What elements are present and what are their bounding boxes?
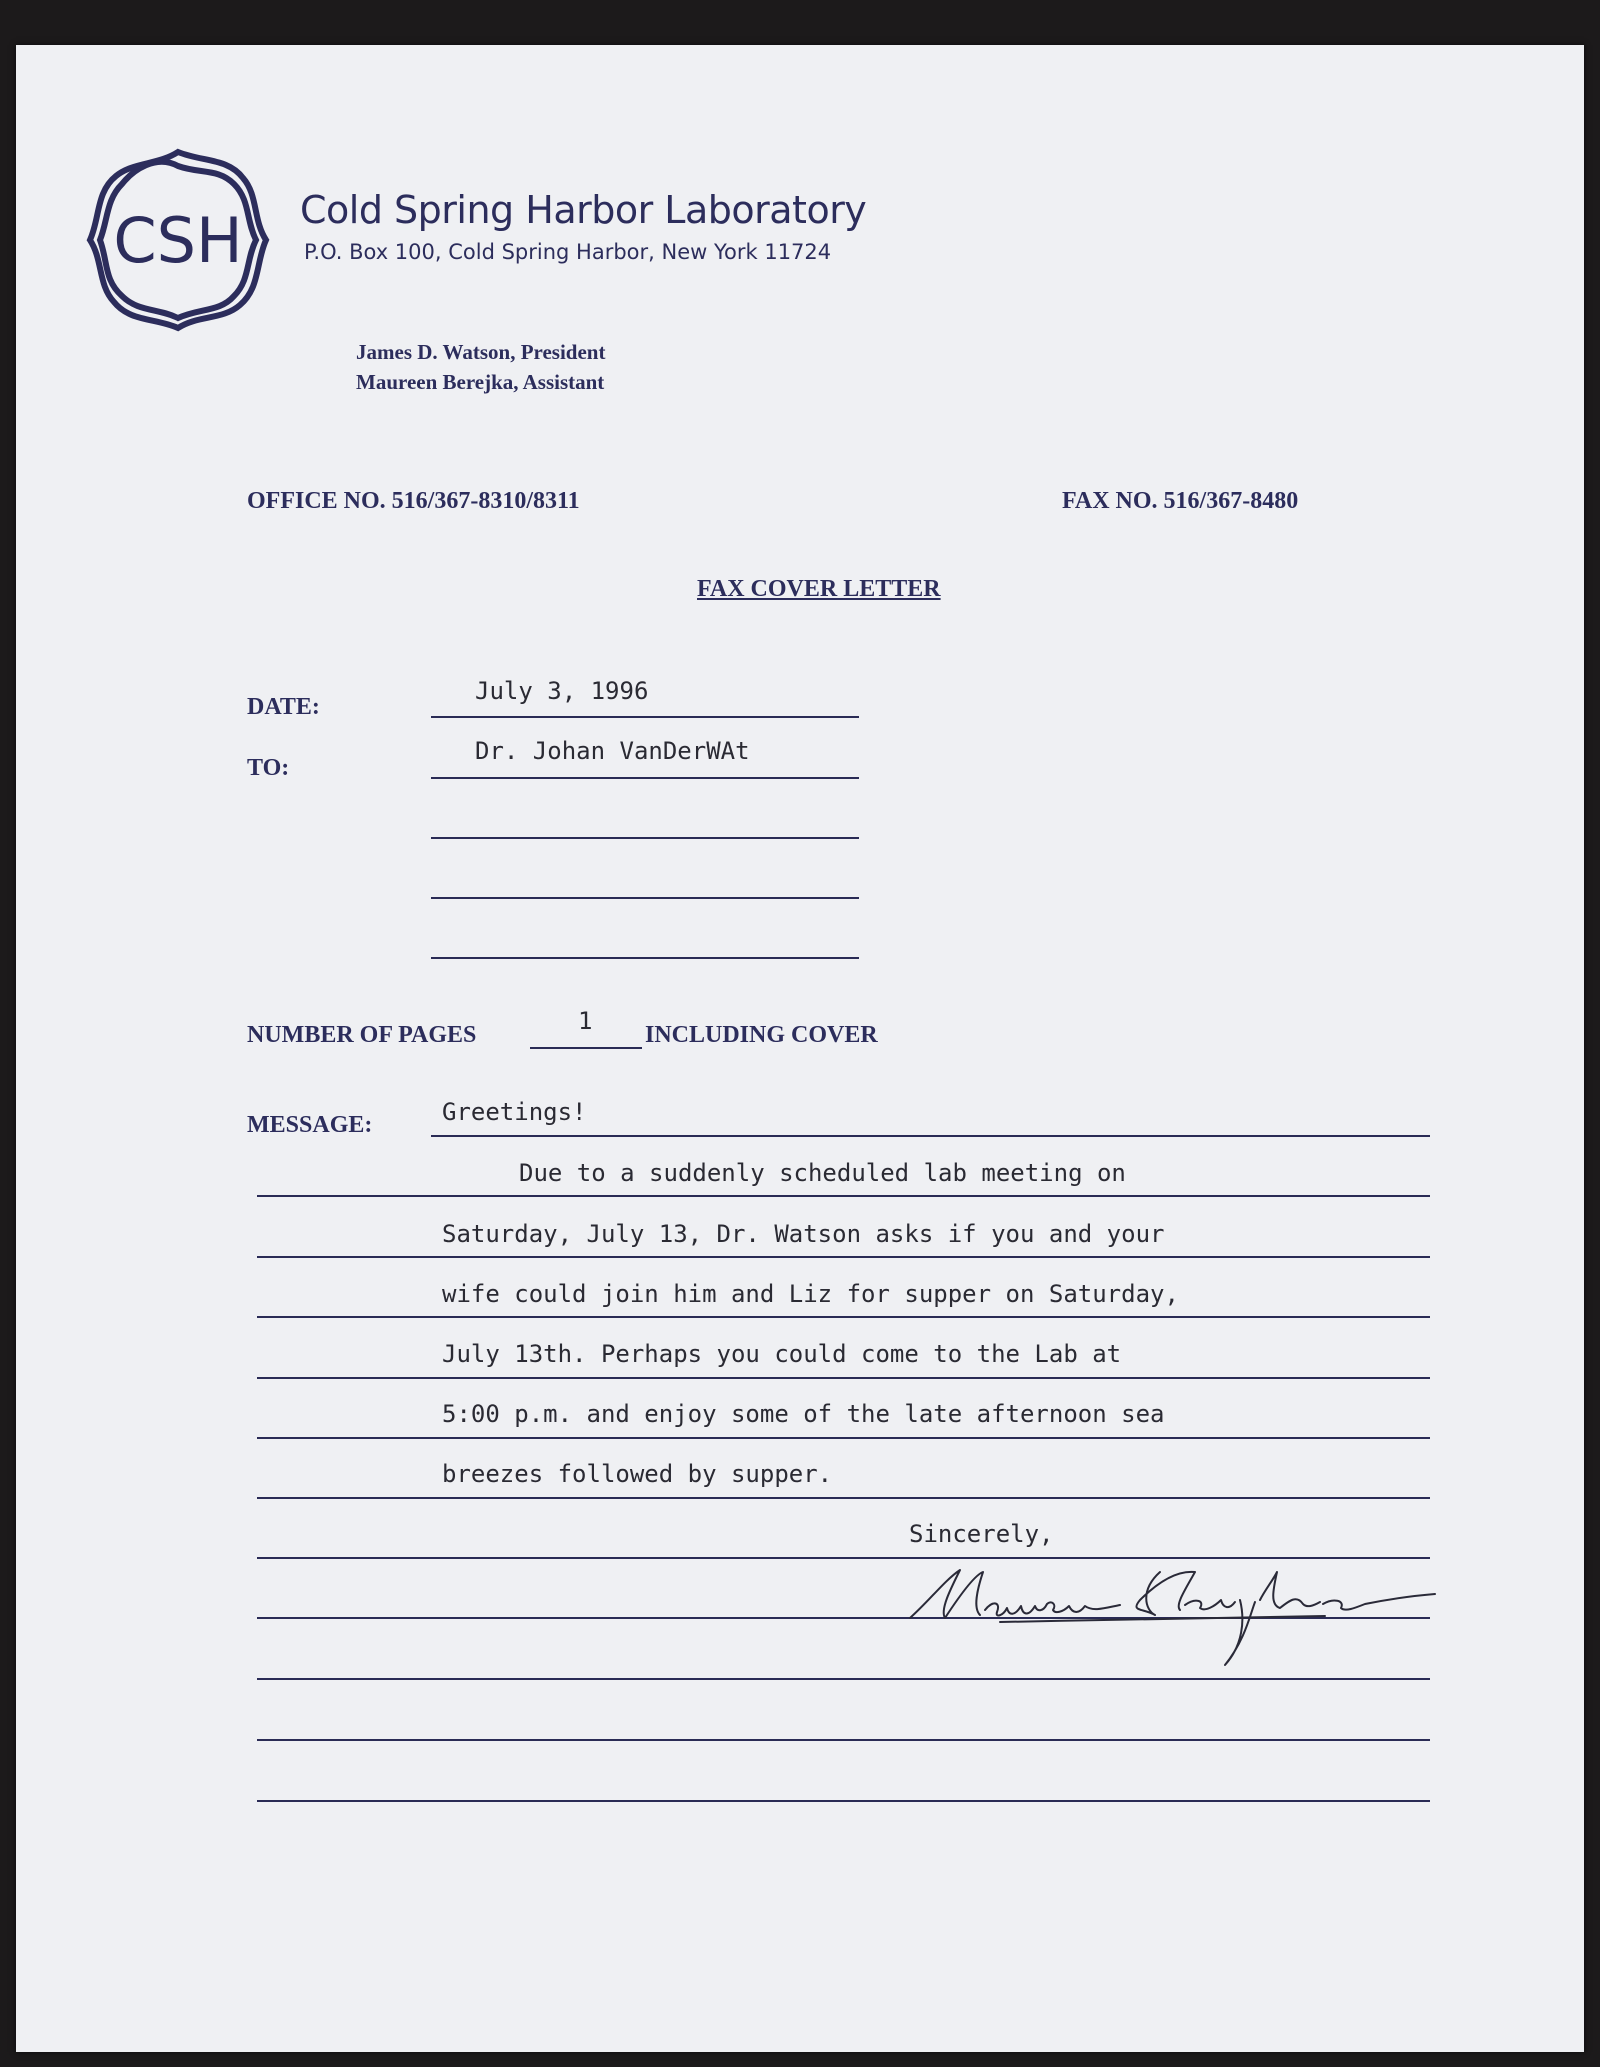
message-line-text: 5:00 p.m. and enjoy some of the late afternoon sea bbox=[442, 1400, 1165, 1428]
message-line bbox=[257, 1557, 1430, 1559]
pages-value: 1 bbox=[578, 1007, 593, 1035]
to-label: TO: bbox=[247, 755, 290, 781]
message-label: MESSAGE: bbox=[247, 1112, 373, 1138]
pages-label: NUMBER OF PAGES bbox=[247, 1022, 477, 1048]
message-line bbox=[257, 1195, 1430, 1197]
message-line bbox=[431, 1135, 1430, 1137]
to-line-2 bbox=[431, 837, 859, 839]
staff-president: James D. Watson, President bbox=[356, 340, 606, 364]
message-line bbox=[257, 1437, 1430, 1439]
message-greeting: Greetings! bbox=[442, 1098, 587, 1126]
message-line-text: July 13th. Perhaps you could come to the Lab at bbox=[442, 1340, 1122, 1368]
message-line bbox=[257, 1739, 1430, 1741]
message-line bbox=[257, 1256, 1430, 1258]
to-line-3 bbox=[431, 897, 859, 899]
organization-address: P.O. Box 100, Cold Spring Harbor, New York 11724 bbox=[304, 240, 832, 264]
to-line bbox=[431, 777, 859, 779]
message-line bbox=[257, 1800, 1430, 1802]
message-line-text: Due to a suddenly scheduled lab meeting on bbox=[519, 1159, 1126, 1187]
closing: Sincerely, bbox=[909, 1520, 1054, 1548]
message-line-text: breezes followed by supper. bbox=[442, 1460, 833, 1488]
fax-number: FAX NO. 516/367-8480 bbox=[1062, 488, 1299, 514]
date-value: July 3, 1996 bbox=[475, 677, 649, 705]
message-line-text: wife could join him and Liz for supper on Saturday, bbox=[442, 1280, 1179, 1308]
message-line-text: Saturday, July 13, Dr. Watson asks if you and your bbox=[442, 1220, 1165, 1248]
to-value: Dr. Johan VanDerWAt bbox=[475, 737, 750, 765]
message-line bbox=[257, 1497, 1430, 1499]
message-line bbox=[257, 1316, 1430, 1318]
logo-text: CSH bbox=[113, 204, 243, 277]
date-label: DATE: bbox=[247, 694, 320, 720]
form-title: FAX COVER LETTER bbox=[697, 576, 941, 602]
staff-assistant: Maureen Berejka, Assistant bbox=[356, 370, 605, 394]
signature bbox=[905, 1560, 1440, 1675]
date-line bbox=[431, 716, 859, 718]
office-number: OFFICE NO. 516/367-8310/8311 bbox=[247, 488, 580, 514]
csh-logo bbox=[78, 140, 278, 340]
pages-line bbox=[530, 1047, 642, 1049]
message-line bbox=[257, 1678, 1430, 1680]
organization-name: Cold Spring Harbor Laboratory bbox=[300, 188, 867, 232]
pages-suffix: INCLUDING COVER bbox=[645, 1022, 878, 1048]
to-line-4 bbox=[431, 957, 859, 959]
message-line bbox=[257, 1377, 1430, 1379]
